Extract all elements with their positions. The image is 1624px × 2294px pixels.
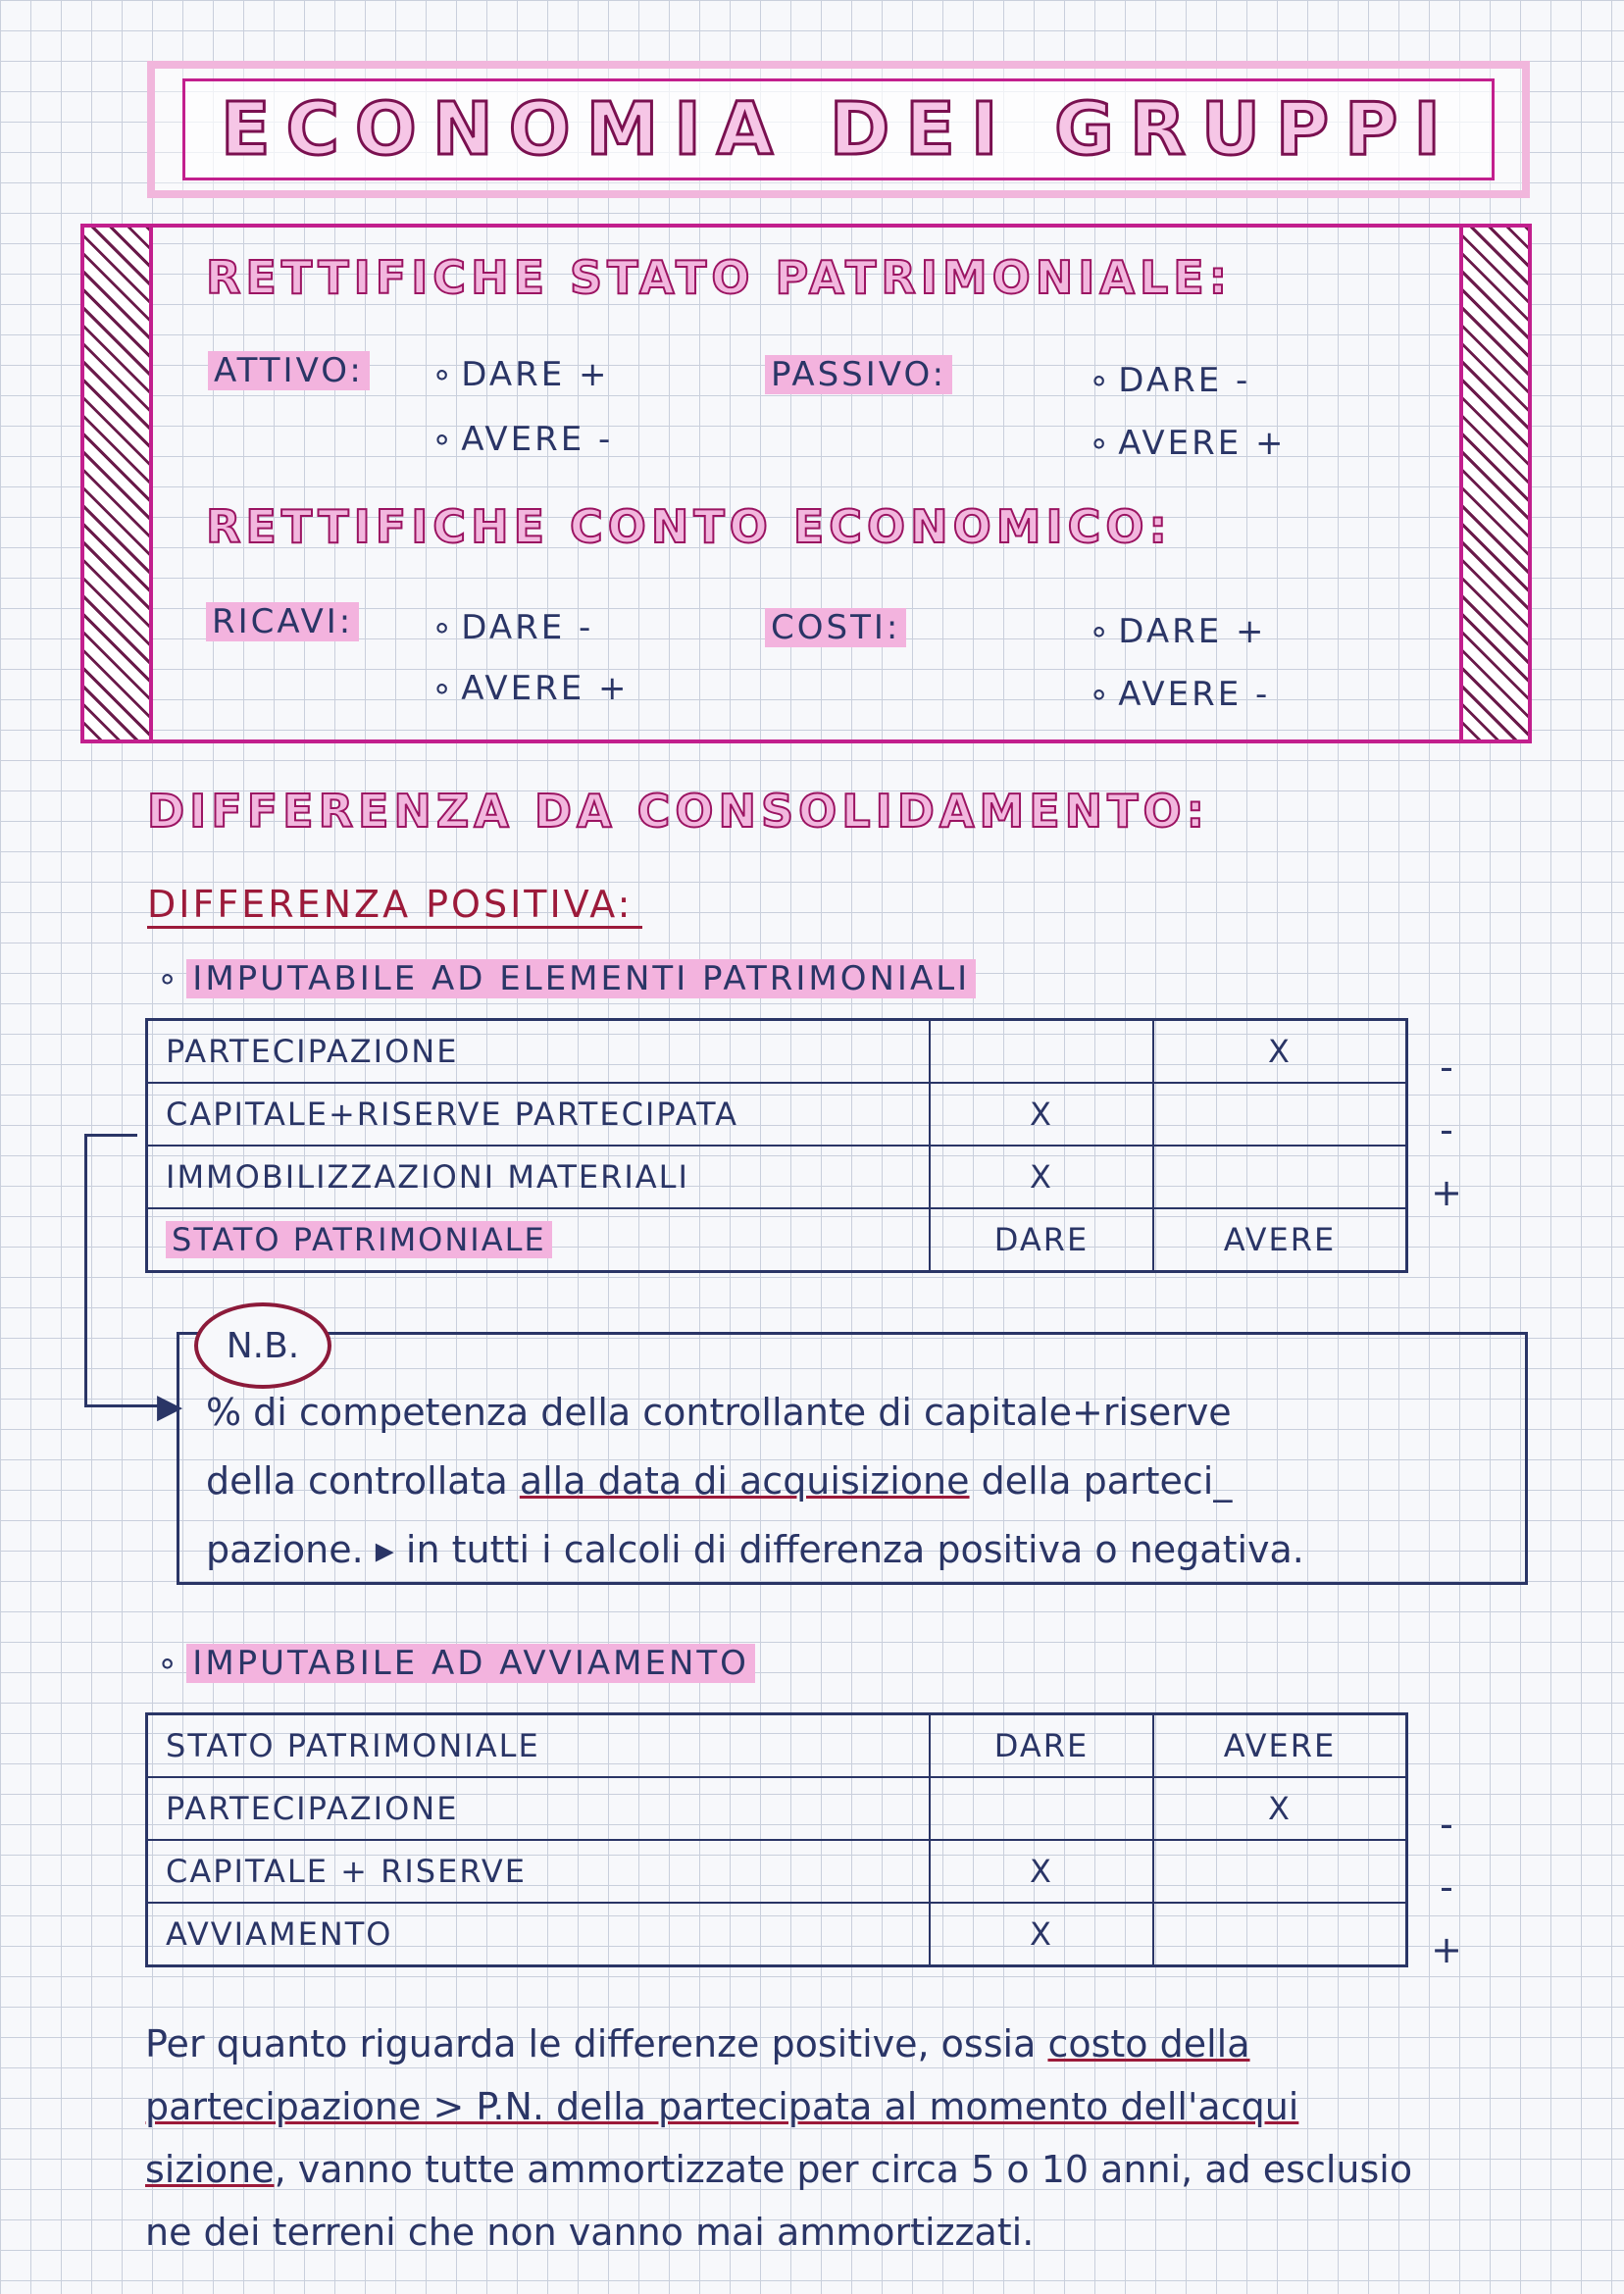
table-row	[147, 1020, 1407, 1084]
row-avere: X	[1153, 1020, 1407, 1084]
nb-line-2-tail: della parteci_	[969, 1459, 1233, 1503]
row-dare: X	[930, 1903, 1153, 1966]
header-name: STATO PATRIMONIALE	[147, 1714, 931, 1778]
row-avere	[1153, 1840, 1407, 1903]
connector-line	[84, 1404, 163, 1407]
sign-capitale: -	[1440, 1108, 1453, 1151]
row-name: PARTECIPAZIONE	[147, 1777, 931, 1840]
row-avere	[1153, 1083, 1407, 1146]
hatch-decoration-right	[1459, 228, 1528, 739]
page-title: ECONOMIA DEI GRUPPI	[221, 87, 1456, 172]
header-avere: AVERE	[1153, 1714, 1407, 1778]
row-dare: X	[930, 1146, 1153, 1208]
conclusion-line-2	[145, 2075, 1298, 2138]
costi-dare: ∘ DARE +	[1089, 612, 1267, 651]
differenza-heading: DIFFERENZA DA CONSOLIDAMENTO:	[147, 785, 1210, 838]
footer-dare: DARE	[930, 1208, 1153, 1272]
row-name: IMMOBILIZZAZIONI MATERIALI	[147, 1146, 931, 1208]
row-avere: X	[1153, 1777, 1407, 1840]
table-row	[147, 1146, 1407, 1208]
connector-line	[84, 1134, 87, 1406]
conclusion-line-3	[145, 2138, 1412, 2201]
attivo-avere: ∘ AVERE -	[431, 420, 613, 459]
nb-line-2	[206, 1450, 1232, 1512]
conclusion-underlined-text: sizione	[145, 2148, 275, 2191]
sign-immobilizzazioni: +	[1431, 1171, 1462, 1214]
rettifiche-sp-heading: RETTIFICHE STATO PATRIMONIALE:	[206, 251, 1233, 304]
nb-badge: N.B.	[194, 1302, 331, 1389]
attivo-dare: ∘ DARE +	[431, 355, 610, 394]
title-inner-frame	[182, 78, 1495, 180]
nb-underlined-text: alla data di acquisizione	[519, 1459, 970, 1503]
nb-line-1: % di competenza della controllante di capitale+riserve	[206, 1391, 1232, 1434]
elementi-patrimoniali-label: IMPUTABILE AD ELEMENTI PATRIMONIALI	[186, 959, 976, 998]
table-row	[147, 1840, 1407, 1903]
differenza-positiva-heading: DIFFERENZA POSITIVA:	[147, 883, 642, 929]
row-dare	[930, 1020, 1153, 1084]
conclusion-line-4: ne dei terreni che non vanno mai ammortizzati.	[145, 2211, 1035, 2254]
conclusion-underlined-text: costo della	[1047, 2022, 1250, 2065]
title-frame	[147, 61, 1530, 198]
passivo-label: PASSIVO:	[765, 355, 952, 394]
row-dare: X	[930, 1840, 1153, 1903]
connector-line	[84, 1134, 137, 1137]
avviamento-label: IMPUTABILE AD AVVIAMENTO	[186, 1644, 755, 1683]
costi-avere: ∘ AVERE -	[1089, 675, 1270, 714]
conclusion-underlined-text: partecipazione > P.N. della partecipata al momento dell'acqui	[145, 2085, 1299, 2128]
table-row	[147, 1083, 1407, 1146]
sign-capitale: -	[1440, 1865, 1453, 1909]
costi-label: COSTI:	[765, 608, 906, 647]
row-dare	[930, 1777, 1153, 1840]
sign-partecipazione: -	[1440, 1803, 1453, 1846]
nb-line-3: pazione. ▸ in tutti i calcoli di differenza positiva o negativa.	[206, 1528, 1304, 1571]
nb-line-2-text: della controllata	[206, 1459, 520, 1503]
table-row	[147, 1903, 1407, 1966]
table-footer-row	[147, 1208, 1407, 1272]
row-name: AVVIAMENTO	[147, 1903, 931, 1966]
row-dare: X	[930, 1083, 1153, 1146]
elementi-patrimoniali-label-wrap	[157, 959, 976, 998]
conclusion-text: Per quanto riguarda le differenze positive, ossia	[145, 2022, 1048, 2065]
ricavi-avere: ∘ AVERE +	[431, 669, 630, 708]
passivo-avere: ∘ AVERE +	[1089, 424, 1287, 463]
header-dare: DARE	[930, 1714, 1153, 1778]
table-header-row	[147, 1714, 1407, 1778]
hatch-decoration-left	[84, 228, 153, 739]
row-avere	[1153, 1903, 1407, 1966]
conclusion-line-1	[145, 2013, 1250, 2075]
footer-name	[147, 1208, 931, 1272]
row-name: PARTECIPAZIONE	[147, 1020, 931, 1084]
ricavi-dare: ∘ DARE -	[431, 608, 593, 647]
footer-avere: AVERE	[1153, 1208, 1407, 1272]
row-name: CAPITALE + RISERVE	[147, 1840, 931, 1903]
elementi-patrimoniali-table	[145, 1018, 1408, 1273]
avviamento-label-wrap	[157, 1644, 755, 1683]
attivo-label: ATTIVO:	[208, 351, 370, 390]
sign-avviamento: +	[1431, 1928, 1462, 1971]
arrow-right-icon: ▶	[157, 1387, 183, 1426]
sign-partecipazione: -	[1440, 1045, 1453, 1089]
row-name: CAPITALE+RISERVE PARTECIPATA	[147, 1083, 931, 1146]
ricavi-label: RICAVI:	[206, 602, 359, 641]
stato-patrimoniale-label: STATO PATRIMONIALE	[166, 1221, 552, 1258]
rettifiche-ce-heading: RETTIFICHE CONTO ECONOMICO:	[206, 500, 1172, 553]
table-row	[147, 1777, 1407, 1840]
passivo-dare: ∘ DARE -	[1089, 361, 1250, 400]
row-avere	[1153, 1146, 1407, 1208]
avviamento-table	[145, 1712, 1408, 1967]
conclusion-text: , vanno tutte ammortizzate per circa 5 o 10 anni, ad esclusio	[274, 2148, 1413, 2191]
